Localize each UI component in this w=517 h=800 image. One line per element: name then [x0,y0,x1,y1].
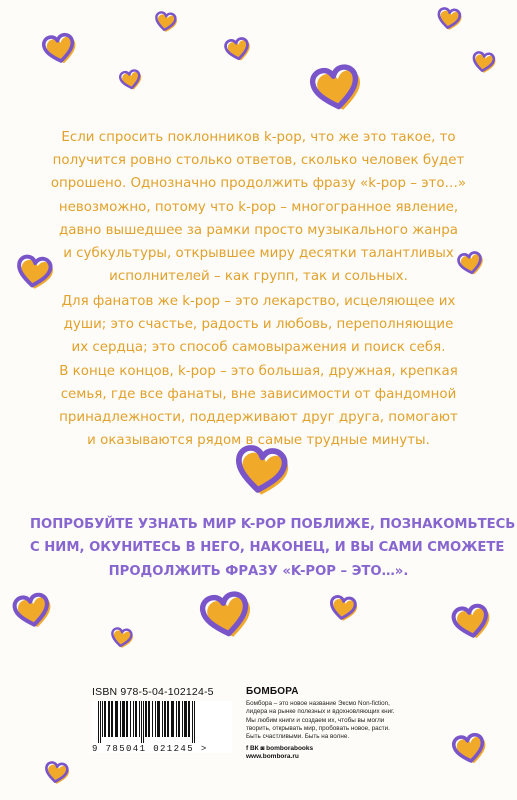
barcode-bar [157,701,160,737]
barcode-bar [133,701,134,737]
fans-line: семья, где все фанаты, вне зависимости от фандомной [60,386,457,402]
publisher-description-line: творить, открывать мир, пробовать новое, расти. [246,724,390,732]
barcode-bar [182,701,183,737]
intro-paragraph [40,126,477,288]
intro-line: невозможно, потому что k-pop – многогранное явление, [58,199,459,215]
heart-icon [154,12,178,32]
intro-line: опрошено. Однозначно продолжить фразу «k-pop – это…» [50,176,467,192]
publisher-description-line: лидера на рынке полезных и вдохновляющих книг. [246,708,395,716]
barcode-bar [167,701,169,737]
heart-icon [119,70,143,90]
fans-paragraph [40,290,477,452]
intro-line: исполнителей – как групп, так и сольных. [109,269,408,285]
cta-line: ПРОДОЛЖИТЬ ФРАЗУ «K-POP – ЭТО…». [108,563,409,579]
barcode-bar [192,701,193,743]
barcode-bar [102,701,103,737]
barcode-bar [194,701,195,743]
barcode-bar [100,701,101,743]
call-to-action [30,513,516,583]
barcode-bar [188,701,190,737]
barcode-bar [145,701,147,737]
barcode-bar [155,701,156,737]
intro-line: получится ровно столько ответов, сколько человек будет [52,153,465,169]
barcode-bar [171,701,174,737]
barcode-bar [143,701,144,743]
barcode-bar [115,701,118,737]
heart-icon [436,8,463,30]
fans-line: Для фанатов же k-pop – это лекарство, исцеляющее их [61,294,456,309]
barcode-bar [122,701,125,737]
intro-line: давно вышедшее за рамки просто музыкального жанра [59,222,458,238]
barcode-bar [164,701,166,737]
heart-icon [328,596,359,621]
publisher-description-line: Бомбора – это новое название Эксмо Non-fiction, [246,700,390,707]
fans-line: души; это счастье, радость и любовь, переполняющие [63,317,454,333]
barcode-bar [98,701,99,743]
isbn-number: ISBN 978-5-04-102124-5 [92,686,214,698]
publisher-logo: БОМБОРА [246,686,299,697]
barcode-bar [139,701,140,737]
barcode-bar [148,701,150,737]
barcode-bar [152,701,153,737]
intro-line: Если спросить поклонников k-pop, что же это такое, то [61,130,456,145]
heart-icon [224,38,252,61]
publisher-description [246,700,421,741]
barcode-digits: 9 785041 021245 > [92,744,208,754]
barcode-bars [92,701,232,743]
social-handle[interactable]: f ВК ◙ bomborabooks [246,745,314,753]
cta-line: ПОПРОБУЙТЕ УЗНАТЬ МИР K-POP ПОБЛИЖЕ, ПОЗНАКОМЬТЕСЬ [30,517,516,532]
heart-icon [232,447,292,495]
publisher-description-line: Быть счастливыми. Быть на волне. [246,733,350,741]
barcode-bar [104,701,106,737]
heart-icon [12,594,54,628]
heart-icon [110,628,134,648]
publisher-description-line: Мы любим книги и создаем их, чтобы вы могли [246,716,385,724]
fans-line: В конце концов, k-pop – это большая, дружная, крепкая [59,363,458,379]
isbn-block [92,686,232,753]
barcode-bar [176,701,177,737]
fans-line: и оказываются рядом в самые трудные минуты. [87,433,430,449]
barcode-bar [108,701,110,737]
barcode-bar [135,701,137,737]
barcode-bar [126,701,128,737]
barcode-bar [111,701,113,737]
heart-icon [451,734,489,764]
barcode-bar [162,701,163,737]
fans-line: их сердца; это способ самовыражения и поиск себя. [71,340,446,356]
heart-icon [43,762,71,784]
barcode-bar [184,701,187,737]
intro-line: и субкультуры, открывшее миру десятки талантливых [63,246,454,262]
barcode-bar [141,701,142,743]
heart-icon [308,66,366,111]
heart-icon [42,34,78,64]
barcode-bar [130,701,131,737]
heart-icon [471,52,497,73]
fans-line: принадлежности, поддерживают друг друга, помогают [59,410,458,426]
website-link[interactable]: www.bombora.ru [246,753,299,761]
publisher-block [246,686,421,760]
heart-icon [451,605,493,639]
barcode [92,701,232,753]
barcode-bar [120,701,121,737]
heart-icon [198,593,256,638]
cta-line: С НИМ, ОКУНИТЕСЬ В НЕГО, НАКОНЕЦ, И ВЫ САМИ СМОЖЕТЕ [30,540,505,556]
barcode-bar [178,701,180,737]
